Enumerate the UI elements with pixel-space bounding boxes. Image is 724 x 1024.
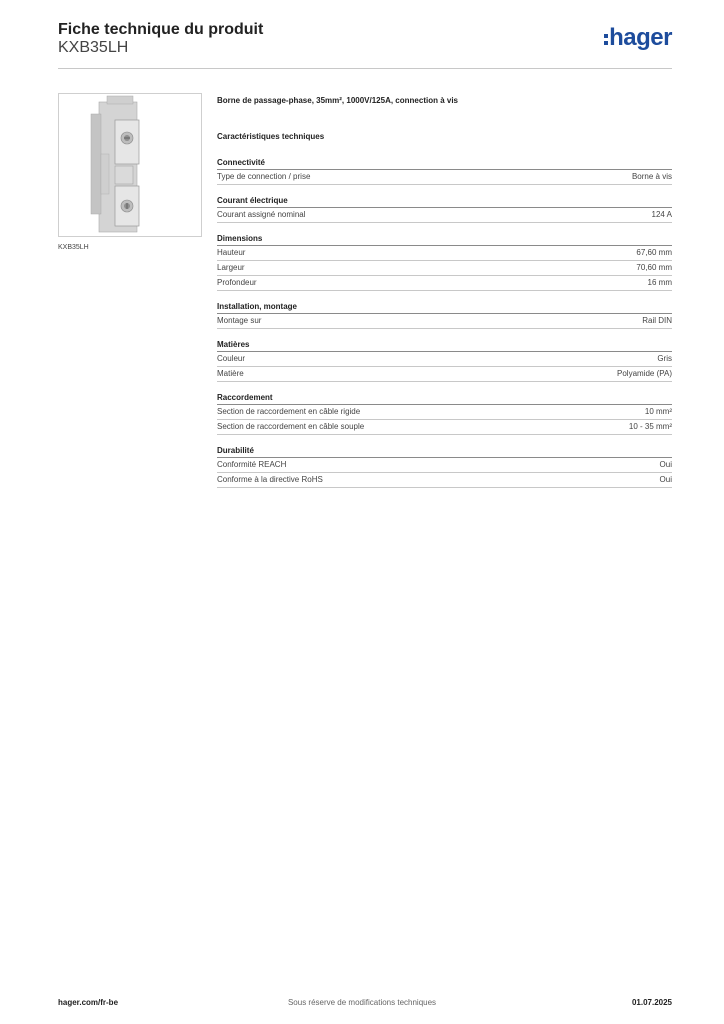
spec-value: 70,60 mm (636, 263, 672, 272)
spec-value: 124 A (651, 210, 672, 219)
spec-label: Hauteur (217, 248, 246, 257)
spec-label: Montage sur (217, 316, 262, 325)
spec-row (217, 420, 672, 435)
product-reference: KXB35LH (58, 39, 129, 56)
spec-row (217, 473, 672, 488)
spec-label: Matière (217, 369, 244, 378)
spec-row (217, 458, 672, 473)
spec-value: Polyamide (PA) (617, 369, 672, 378)
spec-label: Profondeur (217, 278, 257, 287)
spec-section (217, 392, 672, 435)
hager-logo (604, 26, 672, 50)
tech-heading: Caractéristiques techniques (217, 132, 325, 141)
spec-row (217, 246, 672, 261)
footer-date: 01.07.2025 (631, 998, 672, 1007)
product-image (58, 93, 202, 237)
logo-mark-icon (604, 34, 608, 45)
spec-sections (217, 157, 672, 488)
section-title: Raccordement (217, 392, 672, 405)
spec-row (217, 405, 672, 420)
spec-row (217, 367, 672, 382)
spec-label: Section de raccordement en câble rigide (217, 407, 361, 416)
image-caption: KXB35LH (58, 244, 89, 251)
spec-content (217, 95, 672, 498)
spec-section (217, 195, 672, 223)
terminal-block-illustration (59, 94, 201, 236)
spec-section (217, 157, 672, 185)
spec-row (217, 208, 672, 223)
spec-value: Rail DIN (642, 316, 672, 325)
section-title: Connectivité (217, 157, 672, 170)
spec-section (217, 339, 672, 382)
spec-section (217, 233, 672, 291)
logo-text: hager (609, 24, 672, 51)
spec-value: Oui (659, 475, 672, 484)
section-title: Installation, montage (217, 301, 672, 314)
section-title: Dimensions (217, 233, 672, 246)
spec-row (217, 261, 672, 276)
spec-value: Gris (657, 354, 672, 363)
spec-value: 67,60 mm (636, 248, 672, 257)
spec-label: Conformité REACH (217, 460, 287, 469)
spec-label: Section de raccordement en câble souple (217, 422, 365, 431)
spec-value: Oui (659, 460, 672, 469)
spec-label: Couleur (217, 354, 246, 363)
spec-section (217, 445, 672, 488)
spec-section (217, 301, 672, 329)
spec-label: Courant assigné nominal (217, 210, 306, 219)
header-divider (58, 68, 672, 69)
section-title: Courant électrique (217, 195, 672, 208)
section-title: Durabilité (217, 445, 672, 458)
product-description: Borne de passage-phase, 35mm², 1000V/125A, connection à vis (217, 96, 458, 105)
spec-row (217, 314, 672, 329)
spec-row (217, 170, 672, 185)
footer-notice: Sous réserve de modifications techniques (287, 998, 437, 1007)
spec-label: Largeur (217, 263, 245, 272)
spec-value: 10 - 35 mm² (628, 422, 672, 431)
spec-row (217, 276, 672, 291)
spec-row (217, 352, 672, 367)
spec-label: Type de connection / prise (217, 172, 311, 181)
footer-url[interactable]: hager.com/fr-be (58, 998, 119, 1007)
spec-value: 16 mm (647, 278, 672, 287)
spec-value: Borne à vis (631, 172, 672, 181)
spec-value: 10 mm² (644, 407, 672, 416)
section-title: Matières (217, 339, 672, 352)
page-title: Fiche technique du produit (58, 21, 264, 38)
spec-label: Conforme à la directive RoHS (217, 475, 323, 484)
